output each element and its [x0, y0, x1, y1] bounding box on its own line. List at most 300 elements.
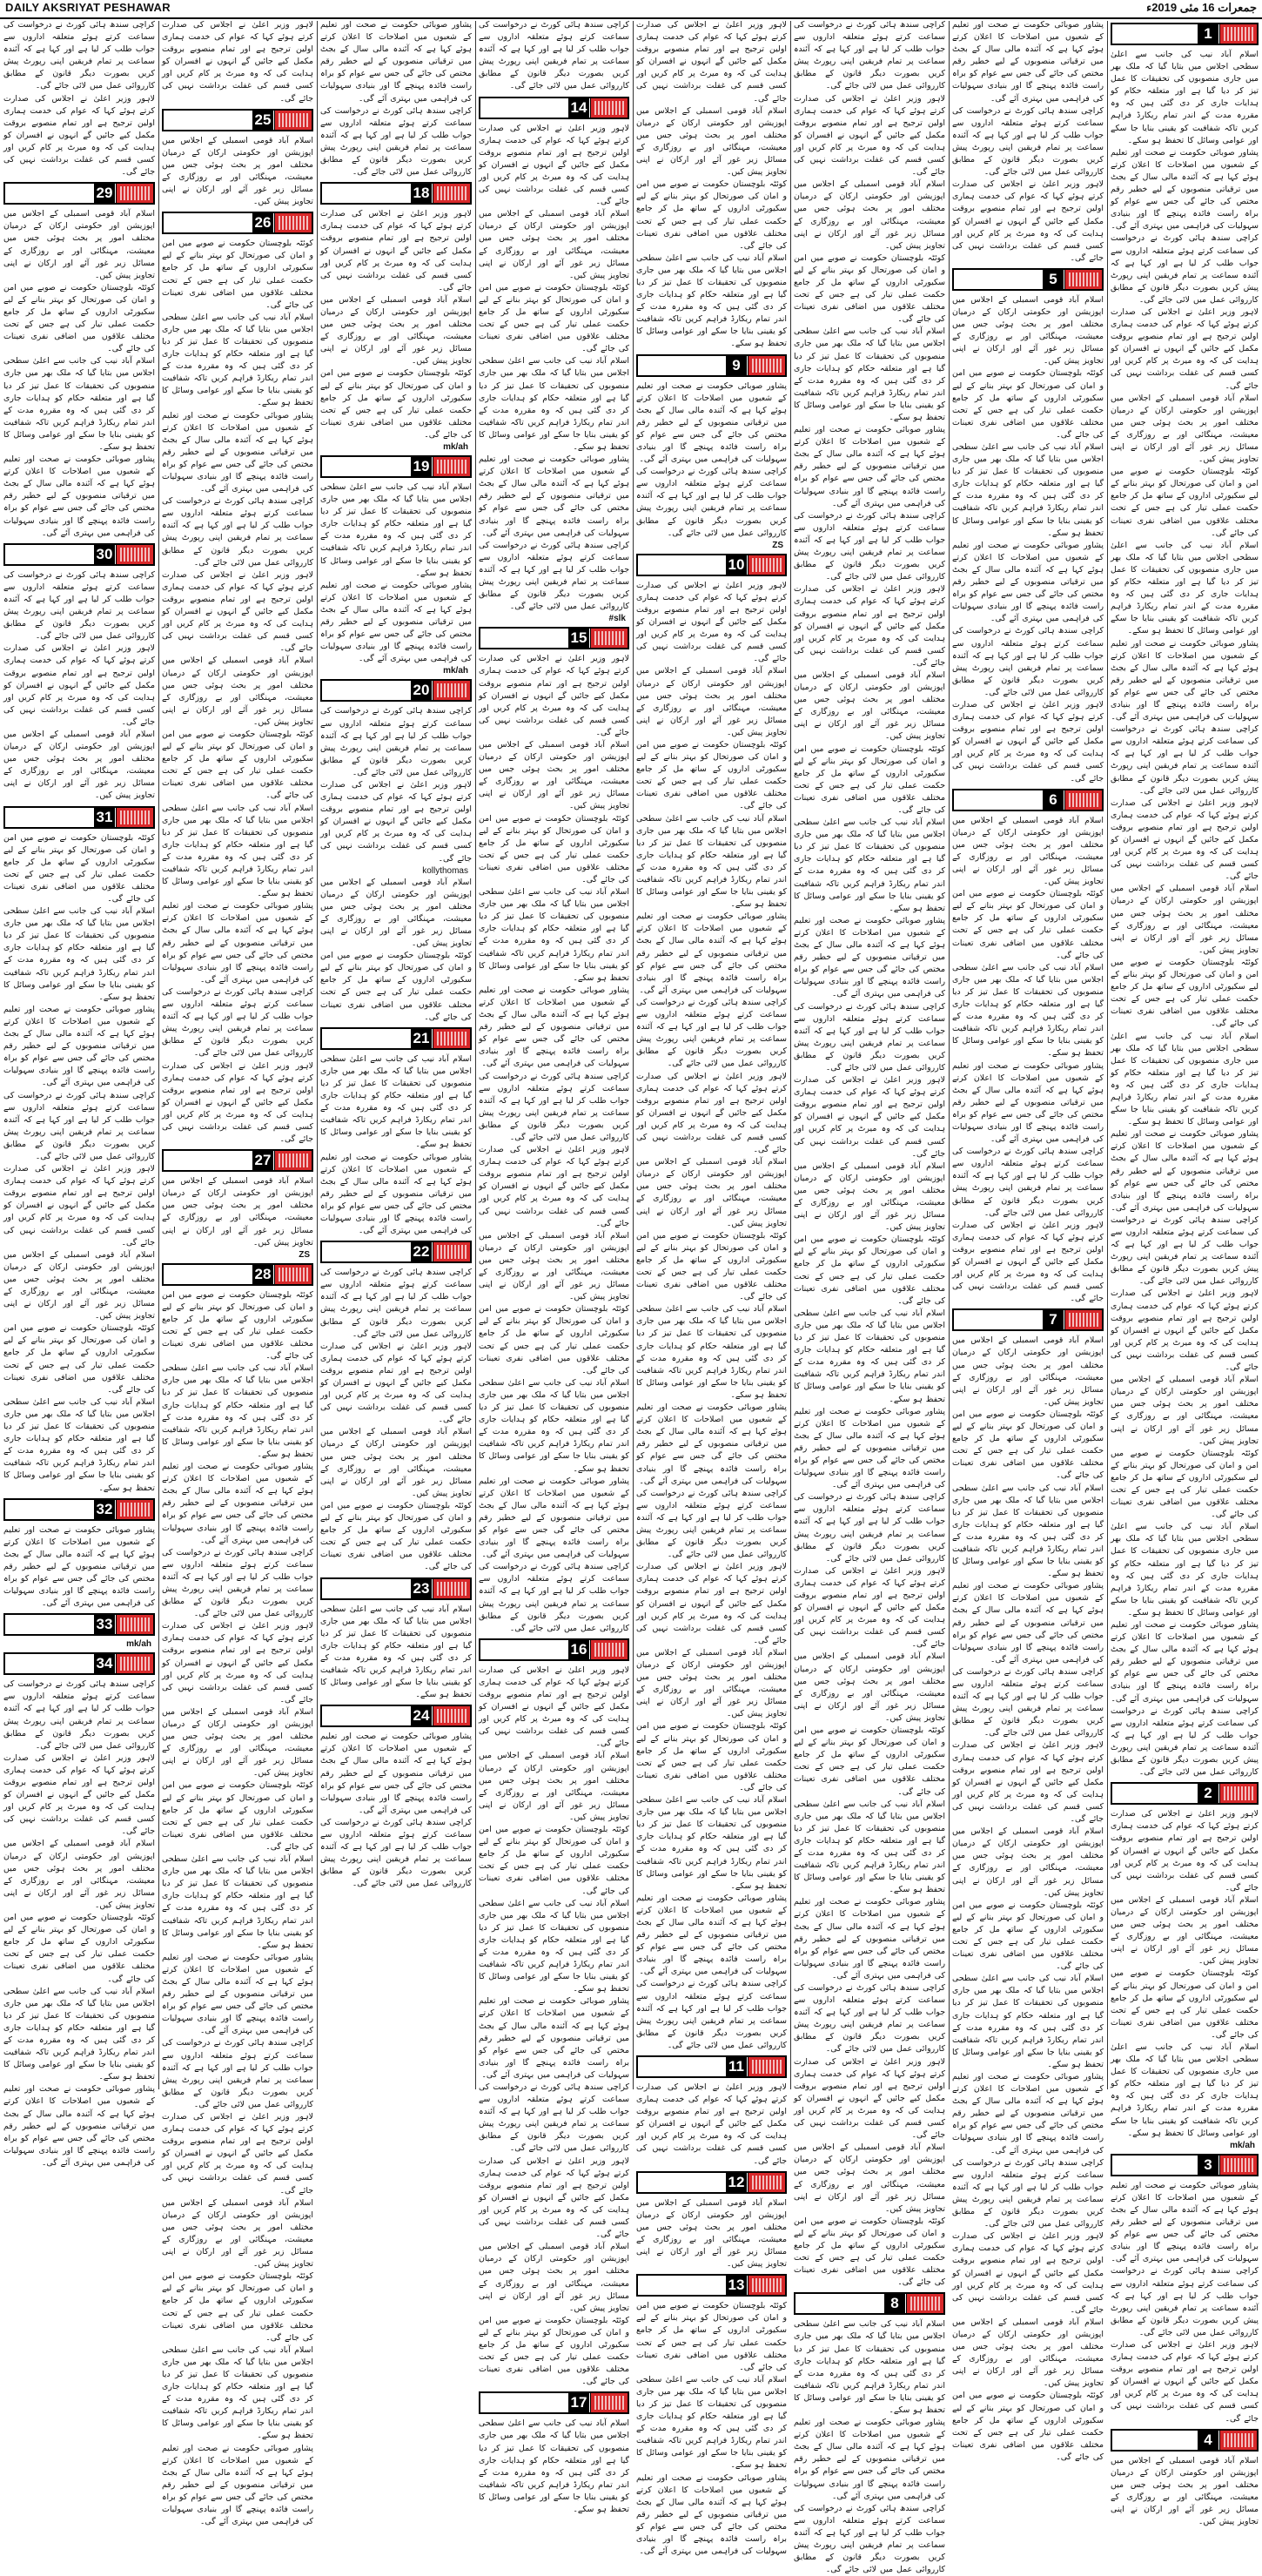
- news-text: اسلام آباد قومی اسمبلی کے اجلاس میں اپوزیشن اور حکومتی ارکان کے درمیان مختلف امور پر بحث ہوئی جس میں معیشت، مہنگائی اور بے روزگاری کے مسائل زیر غور آئے اور ارکان نے اپنی تجاویز پیش کیں۔: [3, 1839, 155, 1910]
- news-text: اسلام آباد نیب کی جانب سے اعلیٰ سطحی اجلاس میں بتایا گیا کہ ملک بھر میں جاری منصوبوں کی تحقیقات کا عمل تیز کر دیا گیا ہے اور متعلقہ حکام کو ہدایات جاری کر دی گئی ہیں کہ وہ مقررہ مدت کے اندر تمام ریکارڈ فراہم کریں تاکہ شفافیت کو یقینی بنایا جا سکے اور عوامی وسائل کا تحفظ ہو سکے۔: [1111, 1031, 1259, 1127]
- news-text: کراچی سندھ ہائی کورٹ نے درخواست کی سماعت کرتے ہوئے متعلقہ اداروں سے جواب طلب کر لیا ہے اور کہا ہے کہ آئندہ سماعت پر تمام فریقین اپنی رپورٹ پیش کریں بصورت دیگر قانون کے مطابق کارروائی عمل میں لائی جائے گی۔: [952, 1666, 1104, 1739]
- item-number: 24: [411, 1706, 432, 1725]
- column-rule: [949, 21, 950, 2089]
- item-number: 31: [94, 808, 115, 827]
- item-number: 25: [252, 111, 273, 130]
- news-text: پشاور صوبائی حکومت نے صحت اور تعلیم کے شعبوں میں اصلاحات کا اعلان کرتے ہوئے کہا ہے کہ آئندہ مالی سال کے بجٹ میں ترقیاتی منصوبوں کے لیے خطیر رقم مختص کی جائے گی جس سے عوام کو براہ راست فائدہ پہنچے گا اور بنیادی سہولیات کی فراہمی میں بہتری آئے گی۔: [1111, 147, 1259, 232]
- news-text: پشاور صوبائی حکومت نے صحت اور تعلیم کے شعبوں میں اصلاحات کا اعلان کرتے ہوئے کہا ہے کہ آئندہ مالی سال کے بجٹ میں ترقیاتی منصوبوں کے لیے خطیر رقم مختص کی جائے گی جس سے عوام کو براہ راست فائدہ پہنچے گا اور بنیادی سہولیات کی فراہمی میں بہتری آئے گی۔: [320, 1152, 472, 1236]
- label-tag: [274, 1151, 312, 1170]
- news-item-header: [162, 1149, 313, 1172]
- column-2: [952, 19, 1104, 2462]
- news-text: اسلام آباد نیب کی جانب سے اعلیٰ سطحی اجلاس میں بتایا گیا کہ ملک بھر میں جاری منصوبوں کی تحقیقات کا عمل تیز کر دیا گیا ہے اور متعلقہ حکام کو ہدایات جاری کر دی گئی ہیں کہ وہ مقررہ مدت کے اندر تمام ریکارڈ فراہم کریں تاکہ شفافیت کو یقینی بنایا جا سکے اور عوامی وسائل کا تحفظ ہو سکے۔: [320, 1604, 472, 1700]
- news-text: اسلام آباد نیب کی جانب سے اعلیٰ سطحی اجلاس میں بتایا گیا کہ ملک بھر میں جاری منصوبوں کی تحقیقات کا عمل تیز کر دیا گیا ہے اور متعلقہ حکام کو ہدایات جاری کر دی گئی ہیں کہ وہ مقررہ مدت کے اندر تمام ریکارڈ فراہم کریں تاکہ شفافیت کو یقینی بنایا جا سکے اور عوامی وسائل کا تحفظ ہو سکے۔: [479, 887, 629, 983]
- news-text: کوئٹہ بلوچستان حکومت نے صوبے میں امن و امان کی صورتحال کو بہتر بنانے کے لیے سکیورٹی اداروں کے ساتھ مل کر جامع حکمت عملی تیار کی ہے جس کے تحت مختلف علاقوں میں اضافی نفری تعینات کی جائے گی۔: [1111, 1968, 1259, 2040]
- news-text: کوئٹہ بلوچستان حکومت نے صوبے میں امن و امان کی صورتحال کو بہتر بنانے کے لیے سکیورٹی اداروں کے ساتھ مل کر جامع حکمت عملی تیار کی ہے جس کے تحت مختلف علاقوں میں اضافی نفری تعینات کی جائے گی۔: [794, 743, 945, 815]
- label-tag: [116, 1500, 153, 1519]
- label-tag: [116, 1654, 153, 1673]
- column-rule: [790, 21, 791, 2089]
- label-tag: [433, 681, 470, 700]
- news-text: کراچی سندھ ہائی کورٹ نے درخواست کی سماعت کرتے ہوئے متعلقہ اداروں سے جواب طلب کر لیا ہے اور کہا ہے کہ آئندہ سماعت پر تمام فریقین اپنی رپورٹ پیش کریں بصورت دیگر قانون کے مطابق کارروائی عمل میں لائی جائے گی۔: [1111, 233, 1259, 305]
- label-tag: [748, 2276, 785, 2295]
- item-number: 12: [726, 2173, 747, 2192]
- column-8: [3, 19, 155, 2168]
- column-1: [1111, 19, 1259, 2527]
- news-item-header: [3, 182, 155, 205]
- news-text: اسلام آباد قومی اسمبلی کے اجلاس میں اپوزیشن اور حکومتی ارکان کے درمیان مختلف امور پر بحث ہوئی جس میں معیشت، مہنگائی اور بے روزگاری کے مسائل زیر غور آئے اور ارکان نے اپنی تجاویز پیش کیں۔: [794, 2142, 945, 2214]
- news-text: لاہور وزیر اعلیٰ نے اجلاس کی صدارت کرتے ہوئے کہا کہ عوام کی خدمت ہماری اولین ترجیح ہے اور تمام منصوبے بروقت مکمل کیے جائیں گے انہوں نے افسران کو ہدایت کی کہ وہ میرٹ پر کام کریں اور کسی قسم کی غفلت برداشت نہیں کی جائے گی۔: [3, 1164, 155, 1248]
- news-item-header: [479, 2391, 629, 2414]
- news-text: لاہور وزیر اعلیٰ نے اجلاس کی صدارت کرتے ہوئے کہا کہ عوام کی خدمت ہماری اولین ترجیح ہے اور تمام منصوبے بروقت مکمل کیے جائیں گے انہوں نے افسران کو ہدایت کی کہ وہ میرٹ پر کام کریں اور کسی قسم کی غفلت برداشت نہیں کی جائے گی۔: [320, 779, 472, 864]
- issue-date: جمعرات 16 مئی 2019ء: [1146, 1, 1257, 14]
- news-text: اسلام آباد قومی اسمبلی کے اجلاس میں اپوزیشن اور حکومتی ارکان کے درمیان مختلف امور پر بحث ہوئی جس میں معیشت، مہنگائی اور بے روزگاری کے مسائل زیر غور آئے اور ارکان نے اپنی تجاویز پیش کیں۔: [952, 294, 1104, 367]
- news-text: کراچی سندھ ہائی کورٹ نے درخواست کی سماعت کرتے ہوئے متعلقہ اداروں سے جواب طلب کر لیا ہے اور کہا ہے کہ آئندہ سماعت پر تمام فریقین اپنی رپورٹ پیش کریں بصورت دیگر قانون کے مطابق کارروائی عمل میں لائی جائے گی۔: [794, 510, 945, 582]
- column-6: [320, 19, 472, 2091]
- news-text: کوئٹہ بلوچستان حکومت نے صوبے میں امن و امان کی صورتحال کو بہتر بنانے کے لیے سکیورٹی اداروں کے ساتھ مل کر جامع حکمت عملی تیار کی ہے جس کے تحت مختلف علاقوں میں اضافی نفری تعینات کی جائے گی۔: [479, 2315, 629, 2387]
- news-text: اسلام آباد قومی اسمبلی کے اجلاس میں اپوزیشن اور حکومتی ارکان کے درمیان مختلف امور پر بحث ہوئی جس میں معیشت، مہنگائی اور بے روزگاری کے مسائل زیر غور آئے اور ارکان نے اپنی تجاویز پیش کیں۔: [479, 739, 629, 811]
- news-text: اسلام آباد قومی اسمبلی کے اجلاس میں اپوزیشن اور حکومتی ارکان کے درمیان مختلف امور پر بحث ہوئی جس میں معیشت، مہنگائی اور بے روزگاری کے مسائل زیر غور آئے اور ارکان نے اپنی تجاویز پیش کیں۔: [162, 1176, 313, 1248]
- byline: ZS: [299, 1249, 310, 1260]
- news-text: کوئٹہ بلوچستان حکومت نے صوبے میں امن و امان کی صورتحال کو بہتر بنانے کے لیے سکیورٹی اداروں کے ساتھ مل کر جامع حکمت عملی تیار کی ہے جس کے تحت مختلف علاقوں میں اضافی نفری تعینات کی جائے گی۔: [479, 282, 629, 354]
- news-text: کراچی سندھ ہائی کورٹ نے درخواست کی سماعت کرتے ہوئے متعلقہ اداروں سے جواب طلب کر لیا ہے اور کہا ہے کہ آئندہ سماعت پر تمام فریقین اپنی رپورٹ پیش کریں بصورت دیگر قانون کے مطابق کارروائی عمل میں لائی جائے گی۔: [952, 626, 1104, 697]
- news-text: اسلام آباد قومی اسمبلی کے اجلاس میں اپوزیشن اور حکومتی ارکان کے درمیان مختلف امور پر بحث ہوئی جس میں معیشت، مہنگائی اور بے روزگاری کے مسائل زیر غور آئے اور ارکان نے اپنی تجاویز پیش کیں۔: [1111, 393, 1259, 465]
- news-text: لاہور وزیر اعلیٰ نے اجلاس کی صدارت کرتے ہوئے کہا کہ عوام کی خدمت ہماری اولین ترجیح ہے اور تمام منصوبے بروقت مکمل کیے جائیں گے انہوں نے افسران کو ہدایت کی کہ وہ میرٹ پر کام کریں اور کسی قسم کی غفلت برداشت نہیں کی جائے گی۔: [636, 1562, 787, 1645]
- news-text: لاہور وزیر اعلیٰ نے اجلاس کی صدارت کرتے ہوئے کہا کہ عوام کی خدمت ہماری اولین ترجیح ہے اور تمام منصوبے بروقت مکمل کیے جائیں گے انہوں نے افسران کو ہدایت کی کہ وہ میرٹ پر کام کریں اور کسی قسم کی غفلت برداشت نہیں کی جائے گی۔: [3, 643, 155, 727]
- website-text: kollythomas: [422, 865, 468, 876]
- label-tag: [1219, 2156, 1257, 2175]
- item-number: 33: [94, 1615, 115, 1634]
- news-text: اسلام آباد نیب کی جانب سے اعلیٰ سطحی اجلاس میں بتایا گیا کہ ملک بھر میں جاری منصوبوں کی تحقیقات کا عمل تیز کر دیا گیا ہے اور متعلقہ حکام کو ہدایات جاری کر دی گئی ہیں کہ وہ مقررہ مدت کے اندر تمام ریکارڈ فراہم کریں تاکہ شفافیت کو یقینی بنایا جا سکے اور عوامی وسائل کا تحفظ ہو سکے۔: [636, 2374, 787, 2471]
- news-text: پشاور صوبائی حکومت نے صحت اور تعلیم کے شعبوں میں اصلاحات کا اعلان کرتے ہوئے کہا ہے کہ آئندہ مالی سال کے بجٹ میں ترقیاتی منصوبوں کے لیے خطیر رقم مختص کی جائے گی جس سے عوام کو براہ راست فائدہ پہنچے گا اور بنیادی سہولیات کی فراہمی میں بہتری آئے گی۔: [636, 1893, 787, 1977]
- news-item-header: [320, 1241, 472, 1263]
- news-item-header: [636, 2171, 787, 2194]
- news-text: اسلام آباد قومی اسمبلی کے اجلاس میں اپوزیشن اور حکومتی ارکان کے درمیان مختلف امور پر بحث ہوئی جس میں معیشت، مہنگائی اور بے روزگاری کے مسائل زیر غور آئے اور ارکان نے اپنی تجاویز پیش کیں۔: [636, 1157, 787, 1228]
- news-text: اسلام آباد نیب کی جانب سے اعلیٰ سطحی اجلاس میں بتایا گیا کہ ملک بھر میں جاری منصوبوں کی تحقیقات کا عمل تیز کر دیا گیا ہے اور متعلقہ حکام کو ہدایات جاری کر دی گئی ہیں کہ وہ مقررہ مدت کے اندر تمام ریکارڈ فراہم کریں تاکہ شفافیت کو یقینی بنایا جا سکے اور عوامی وسائل کا تحفظ ہو سکے۔: [636, 1795, 787, 1891]
- news-text: اسلام آباد قومی اسمبلی کے اجلاس میں اپوزیشن اور حکومتی ارکان کے درمیان مختلف امور پر بحث ہوئی جس میں معیشت، مہنگائی اور بے روزگاری کے مسائل زیر غور آئے اور ارکان نے اپنی تجاویز پیش کیں۔: [320, 1427, 472, 1498]
- news-text: کراچی سندھ ہائی کورٹ نے درخواست کی سماعت کرتے ہوئے متعلقہ اداروں سے جواب طلب کر لیا ہے اور کہا ہے کہ آئندہ سماعت پر تمام فریقین اپنی رپورٹ پیش کریں بصورت دیگر قانون کے مطابق کارروائی عمل میں لائی جائے گی۔: [479, 540, 629, 612]
- news-text: اسلام آباد قومی اسمبلی کے اجلاس میں اپوزیشن اور حکومتی ارکان کے درمیان مختلف امور پر بحث ہوئی جس میں معیشت، مہنگائی اور بے روزگاری کے مسائل زیر غور آئے اور ارکان نے اپنی تجاویز پیش کیں۔: [479, 1751, 629, 1822]
- news-text: اسلام آباد نیب کی جانب سے اعلیٰ سطحی اجلاس میں بتایا گیا کہ ملک بھر میں جاری منصوبوں کی تحقیقات کا عمل تیز کر دیا گیا ہے اور متعلقہ حکام کو ہدایات جاری کر دی گئی ہیں کہ وہ مقررہ مدت کے اندر تمام ریکارڈ فراہم کریں تاکہ شفافیت کو یقینی بنایا جا سکے اور عوامی وسائل کا تحفظ ہو سکے۔: [162, 1363, 313, 1459]
- news-text: اسلام آباد قومی اسمبلی کے اجلاس میں اپوزیشن اور حکومتی ارکان کے درمیان مختلف امور پر بحث ہوئی جس میں معیشت، مہنگائی اور بے روزگاری کے مسائل زیر غور آئے اور ارکان نے اپنی تجاویز پیش کیں۔: [636, 105, 787, 178]
- news-item-header: [636, 2274, 787, 2297]
- news-text: کراچی سندھ ہائی کورٹ نے درخواست کی سماعت کرتے ہوئے متعلقہ اداروں سے جواب طلب کر لیا ہے اور کہا ہے کہ آئندہ سماعت پر تمام فریقین اپنی رپورٹ پیش کریں بصورت دیگر قانون کے مطابق کارروائی عمل میں لائی جائے گی۔: [3, 20, 155, 91]
- news-item-header: [636, 554, 787, 576]
- news-text: کوئٹہ بلوچستان حکومت نے صوبے میں امن و امان کی صورتحال کو بہتر بنانے کے لیے سکیورٹی اداروں کے ساتھ مل کر جامع حکمت عملی تیار کی ہے جس کے تحت مختلف علاقوں میں اضافی نفری تعینات کی جائے گی۔: [636, 1721, 787, 1792]
- news-text: کوئٹہ بلوچستان حکومت نے صوبے میں امن و امان کی صورتحال کو بہتر بنانے کے لیے سکیورٹی اداروں کے ساتھ مل کر جامع حکمت عملی تیار کی ہے جس کے تحت مختلف علاقوں میں اضافی نفری تعینات کی جائے گی۔: [952, 2391, 1104, 2462]
- news-item-header: [162, 109, 313, 131]
- news-text: اسلام آباد نیب کی جانب سے اعلیٰ سطحی اجلاس میں بتایا گیا کہ ملک بھر میں جاری منصوبوں کی تحقیقات کا عمل تیز کر دیا گیا ہے اور متعلقہ حکام کو ہدایات جاری کر دی گئی ہیں کہ وہ مقررہ مدت کے اندر تمام ریکارڈ فراہم کریں تاکہ شفافیت کو یقینی بنایا جا سکے اور عوامی وسائل کا تحفظ ہو سکے۔: [794, 2319, 945, 2415]
- news-item-header: [320, 679, 472, 702]
- news-text: کوئٹہ بلوچستان حکومت نے صوبے میں امن و امان کی صورتحال کو بہتر بنانے کے لیے سکیورٹی اداروں کے ساتھ مل کر جامع حکمت عملی تیار کی ہے جس کے تحت مختلف علاقوں میں اضافی نفری تعینات کی جائے گی۔: [636, 739, 787, 811]
- news-text: کراچی سندھ ہائی کورٹ نے درخواست کی سماعت کرتے ہوئے متعلقہ اداروں سے جواب طلب کر لیا ہے اور کہا ہے کہ آئندہ سماعت پر تمام فریقین اپنی رپورٹ پیش کریں بصورت دیگر قانون کے مطابق کارروائی عمل میں لائی جائے گی۔: [794, 1492, 945, 1564]
- item-number: 13: [726, 2276, 747, 2295]
- byline: mk/ah: [443, 442, 468, 452]
- news-text: پشاور صوبائی حکومت نے صحت اور تعلیم کے شعبوں میں اصلاحات کا اعلان کرتے ہوئے کہا ہے کہ آئندہ مالی سال کے بجٹ میں ترقیاتی منصوبوں کے لیے خطیر رقم مختص کی جائے گی جس سے عوام کو براہ راست فائدہ پہنچے گا اور بنیادی سہولیات کی فراہمی میں بہتری آئے گی۔: [794, 425, 945, 508]
- news-text: کوئٹہ بلوچستان حکومت نے صوبے میں امن و امان کی صورتحال کو بہتر بنانے کے لیے سکیورٹی اداروں کے ساتھ مل کر جامع حکمت عملی تیار کی ہے جس کے تحت مختلف علاقوں میں اضافی نفری تعینات کی جائے گی۔: [952, 889, 1104, 960]
- byline: ZS: [772, 540, 783, 550]
- news-text: اسلام آباد نیب کی جانب سے اعلیٰ سطحی اجلاس میں بتایا گیا کہ ملک بھر میں جاری منصوبوں کی تحقیقات کا عمل تیز کر دیا گیا ہے اور متعلقہ حکام کو ہدایات جاری کر دی گئی ہیں کہ وہ مقررہ مدت کے اندر تمام ریکارڈ فراہم کریں تاکہ شفافیت کو یقینی بنایا جا سکے اور عوامی وسائل کا تحفظ ہو سکے۔: [162, 312, 313, 408]
- label-tag: [906, 2294, 943, 2313]
- news-text: کوئٹہ بلوچستان حکومت نے صوبے میں امن و امان کی صورتحال کو بہتر بنانے کے لیے سکیورٹی اداروں کے ساتھ مل کر جامع حکمت عملی تیار کی ہے جس کے تحت مختلف علاقوں میں اضافی نفری تعینات کی جائے گی۔: [636, 1230, 787, 1302]
- item-number: 28: [252, 1265, 273, 1284]
- news-item-header: [320, 455, 472, 478]
- news-text: کوئٹہ بلوچستان حکومت نے صوبے میں امن و امان کی صورتحال کو بہتر بنانے کے لیے سکیورٹی اداروں کے ساتھ مل کر جامع حکمت عملی تیار کی ہے جس کے تحت مختلف علاقوں میں اضافی نفری تعینات کی جائے گی۔: [952, 368, 1104, 440]
- news-text: پشاور صوبائی حکومت نے صحت اور تعلیم کے شعبوں میں اصلاحات کا اعلان کرتے ہوئے کہا ہے کہ آئندہ مالی سال کے بجٹ میں ترقیاتی منصوبوں کے لیے خطیر رقم مختص کی جائے گی جس سے عوام کو براہ راست فائدہ پہنچے گا اور بنیادی سہولیات کی فراہمی میں بہتری آئے گی۔: [794, 915, 945, 999]
- news-text: اسلام آباد نیب کی جانب سے اعلیٰ سطحی اجلاس میں بتایا گیا کہ ملک بھر میں جاری منصوبوں کی تحقیقات کا عمل تیز کر دیا گیا ہے اور متعلقہ حکام کو ہدایات جاری کر دی گئی ہیں کہ وہ مقررہ مدت کے اندر تمام ریکارڈ فراہم کریں تاکہ شفافیت کو یقینی بنایا جا سکے اور عوامی وسائل کا تحفظ ہو سکے۔: [794, 817, 945, 913]
- news-text: لاہور وزیر اعلیٰ نے اجلاس کی صدارت کرتے ہوئے کہا کہ عوام کی خدمت ہماری اولین ترجیح ہے اور تمام منصوبے بروقت مکمل کیے جائیں گے انہوں نے افسران کو ہدایت کی کہ وہ میرٹ پر کام کریں اور کسی قسم کی غفلت برداشت نہیں کی جائے گی۔: [479, 1145, 629, 1228]
- item-number: 7: [1043, 1310, 1064, 1329]
- news-text: پشاور صوبائی حکومت نے صحت اور تعلیم کے شعبوں میں اصلاحات کا اعلان کرتے ہوئے کہا ہے کہ آئندہ مالی سال کے بجٹ میں ترقیاتی منصوبوں کے لیے خطیر رقم مختص کی جائے گی جس سے عوام کو براہ راست فائدہ پہنچے گا اور بنیادی سہولیات کی فراہمی میں بہتری آئے گی۔: [1111, 1129, 1259, 1213]
- news-text: کوئٹہ بلوچستان حکومت نے صوبے میں امن و امان کی صورتحال کو بہتر بنانے کے لیے سکیورٹی اداروں کے ساتھ مل کر جامع حکمت عملی تیار کی ہے جس کے تحت مختلف علاقوں میں اضافی نفری تعینات کی جائے گی۔: [479, 1825, 629, 1896]
- news-text: پشاور صوبائی حکومت نے صحت اور تعلیم کے شعبوں میں اصلاحات کا اعلان کرتے ہوئے کہا ہے کہ آئندہ مالی سال کے بجٹ میں ترقیاتی منصوبوں کے لیے خطیر رقم مختص کی جائے گی جس سے عوام کو براہ راست فائدہ پہنچے گا اور بنیادی سہولیات کی فراہمی میں بہتری آئے گی۔: [3, 1004, 155, 1088]
- item-number: 6: [1043, 790, 1064, 810]
- item-number: 8: [884, 2294, 905, 2313]
- label-tag: [274, 213, 312, 232]
- column-rule: [1107, 21, 1108, 2089]
- news-text: پشاور صوبائی حکومت نے صحت اور تعلیم کے شعبوں میں اصلاحات کا اعلان کرتے ہوئے کہا ہے کہ آئندہ مالی سال کے بجٹ میں ترقیاتی منصوبوں کے لیے خطیر رقم مختص کی جائے گی جس سے عوام کو براہ راست فائدہ پہنچے گا اور بنیادی سہولیات کی فراہمی میں بہتری آئے گی۔: [479, 1476, 629, 1560]
- label-tag: [433, 1706, 470, 1725]
- label-tag: [433, 184, 470, 203]
- news-text: اسلام آباد نیب کی جانب سے اعلیٰ سطحی اجلاس میں بتایا گیا کہ ملک بھر میں جاری منصوبوں کی تحقیقات کا عمل تیز کر دیا گیا ہے اور متعلقہ حکام کو ہدایات جاری کر دی گئی ہیں کہ وہ مقررہ مدت کے اندر تمام ریکارڈ فراہم کریں تاکہ شفافیت کو یقینی بنایا جا سکے اور عوامی وسائل کا تحفظ ہو سکے۔: [3, 356, 155, 452]
- news-text: کراچی سندھ ہائی کورٹ نے درخواست کی سماعت کرتے ہوئے متعلقہ اداروں سے جواب طلب کر لیا ہے اور کہا ہے کہ آئندہ سماعت پر تمام فریقین اپنی رپورٹ پیش کریں بصورت دیگر قانون کے مطابق کارروائی عمل میں لائی جائے گی۔: [794, 2503, 945, 2575]
- news-text: کوئٹہ بلوچستان حکومت نے صوبے میں امن و امان کی صورتحال کو بہتر بنانے کے لیے سکیورٹی اداروں کے ساتھ مل کر جامع حکمت عملی تیار کی ہے جس کے تحت مختلف علاقوں میں اضافی نفری تعینات کی جائے گی۔: [794, 1234, 945, 1306]
- news-text: اسلام آباد نیب کی جانب سے اعلیٰ سطحی اجلاس میں بتایا گیا کہ ملک بھر میں جاری منصوبوں کی تحقیقات کا عمل تیز کر دیا گیا ہے اور متعلقہ حکام کو ہدایات جاری کر دی گئی ہیں کہ وہ مقررہ مدت کے اندر تمام ریکارڈ فراہم کریں تاکہ شفافیت کو یقینی بنایا جا سکے اور عوامی وسائل کا تحفظ ہو سکے۔: [162, 803, 313, 899]
- news-item-header: [3, 1652, 155, 1675]
- news-text: کوئٹہ بلوچستان حکومت نے صوبے میں امن و امان کی صورتحال کو بہتر بنانے کے لیے سکیورٹی اداروں کے ساتھ مل کر جامع حکمت عملی تیار کی ہے جس کے تحت مختلف علاقوں میں اضافی نفری تعینات کی جائے گی۔: [162, 1289, 313, 1362]
- item-number: 14: [568, 98, 589, 118]
- item-number: 23: [411, 1579, 432, 1598]
- column-rule: [158, 21, 159, 2089]
- news-text: کراچی سندھ ہائی کورٹ نے درخواست کی سماعت کرتے ہوئے متعلقہ اداروں سے جواب طلب کر لیا ہے اور کہا ہے کہ آئندہ سماعت پر تمام فریقین اپنی رپورٹ پیش کریں بصورت دیگر قانون کے مطابق کارروائی عمل میں لائی جائے گی۔: [636, 1979, 787, 2050]
- news-item-header: [952, 789, 1104, 811]
- news-text: پشاور صوبائی حکومت نے صحت اور تعلیم کے شعبوں میں اصلاحات کا اعلان کرتے ہوئے کہا ہے کہ آئندہ مالی سال کے بجٹ میں ترقیاتی منصوبوں کے لیے خطیر رقم مختص کی جائے گی جس سے عوام کو براہ راست فائدہ پہنچے گا اور بنیادی سہولیات کی فراہمی میں بہتری آئے گی۔: [162, 2443, 313, 2527]
- news-text: کراچی سندھ ہائی کورٹ نے درخواست کی سماعت کرتے ہوئے متعلقہ اداروں سے جواب طلب کر لیا ہے اور کہا ہے کہ آئندہ سماعت پر تمام فریقین اپنی رپورٹ پیش کریں بصورت دیگر قانون کے مطابق کارروائی عمل میں لائی جائے گی۔: [636, 1488, 787, 1560]
- news-text: اسلام آباد قومی اسمبلی کے اجلاس میں اپوزیشن اور حکومتی ارکان کے درمیان مختلف امور پر بحث ہوئی جس میں معیشت، مہنگائی اور بے روزگاری کے مسائل زیر غور آئے اور ارکان نے اپنی تجاویز پیش کیں۔: [3, 209, 155, 280]
- news-text: پشاور صوبائی حکومت نے صحت اور تعلیم کے شعبوں میں اصلاحات کا اعلان کرتے ہوئے کہا ہے کہ آئندہ مالی سال کے بجٹ میں ترقیاتی منصوبوں کے لیے خطیر رقم مختص کی جائے گی جس سے عوام کو براہ راست فائدہ پہنچے گا اور بنیادی سہولیات کی فراہمی میں بہتری آئے گی۔: [952, 2072, 1104, 2156]
- news-text: کوئٹہ بلوچستان حکومت نے صوبے میں امن و امان کی صورتحال کو بہتر بنانے کے لیے سکیورٹی اداروں کے ساتھ مل کر جامع حکمت عملی تیار کی ہے جس کے تحت مختلف علاقوں میں اضافی نفری تعینات کی جائے گی۔: [320, 368, 472, 440]
- news-text: کوئٹہ بلوچستان حکومت نے صوبے میں امن و امان کی صورتحال کو بہتر بنانے کے لیے سکیورٹی اداروں کے ساتھ مل کر جامع حکمت عملی تیار کی ہے جس کے تحت مختلف علاقوں میں اضافی نفری تعینات کی جائے گی۔: [636, 2301, 787, 2372]
- label-tag: [590, 1640, 628, 1659]
- news-text: اسلام آباد قومی اسمبلی کے اجلاس میں اپوزیشن اور حکومتی ارکان کے درمیان مختلف امور پر بحث ہوئی جس میں معیشت، مہنگائی اور بے روزگاری کے مسائل زیر غور آئے اور ارکان نے اپنی تجاویز پیش کیں۔: [162, 656, 313, 727]
- news-text: کراچی سندھ ہائی کورٹ نے درخواست کی سماعت کرتے ہوئے متعلقہ اداروں سے جواب طلب کر لیا ہے اور کہا ہے کہ آئندہ سماعت پر تمام فریقین اپنی رپورٹ پیش کریں بصورت دیگر قانون کے مطابق کارروائی عمل میں لائی جائے گی۔: [636, 467, 787, 538]
- news-text: کراچی سندھ ہائی کورٹ نے درخواست کی سماعت کرتے ہوئے متعلقہ اداروں سے جواب طلب کر لیا ہے اور کہا ہے کہ آئندہ سماعت پر تمام فریقین اپنی رپورٹ پیش کریں بصورت دیگر قانون کے مطابق کارروائی عمل میں لائی جائے گی۔: [479, 1071, 629, 1142]
- news-text: اسلام آباد قومی اسمبلی کے اجلاس میں اپوزیشن اور حکومتی ارکان کے درمیان مختلف امور پر بحث ہوئی جس میں معیشت، مہنگائی اور بے روزگاری کے مسائل زیر غور آئے اور ارکان نے اپنی تجاویز پیش کیں۔: [952, 1335, 1104, 1407]
- news-text: لاہور وزیر اعلیٰ نے اجلاس کی صدارت کرتے ہوئے کہا کہ عوام کی خدمت ہماری اولین ترجیح ہے اور تمام منصوبے بروقت مکمل کیے جائیں گے انہوں نے افسران کو ہدایت کی کہ وہ میرٹ پر کام کریں اور کسی قسم کی غفلت برداشت نہیں کی جائے گی۔: [162, 569, 313, 654]
- news-text: پشاور صوبائی حکومت نے صحت اور تعلیم کے شعبوں میں اصلاحات کا اعلان کرتے ہوئے کہا ہے کہ آئندہ مالی سال کے بجٹ میں ترقیاتی منصوبوں کے لیے خطیر رقم مختص کی جائے گی جس سے عوام کو براہ راست فائدہ پہنچے گا اور بنیادی سہولیات کی فراہمی میں بہتری آئے گی۔: [3, 454, 155, 538]
- label-tag: [116, 808, 153, 827]
- news-text: کراچی سندھ ہائی کورٹ نے درخواست کی سماعت کرتے ہوئے متعلقہ اداروں سے جواب طلب کر لیا ہے اور کہا ہے کہ آئندہ سماعت پر تمام فریقین اپنی رپورٹ پیش کریں بصورت دیگر قانون کے مطابق کارروائی عمل میں لائی جائے گی۔: [3, 1679, 155, 1751]
- news-text: پشاور صوبائی حکومت نے صحت اور تعلیم کے شعبوں میں اصلاحات کا اعلان کرتے ہوئے کہا ہے کہ آئندہ مالی سال کے بجٹ میں ترقیاتی منصوبوں کے لیے خطیر رقم مختص کی جائے گی جس سے عوام کو براہ راست فائدہ پہنچے گا اور بنیادی سہولیات کی فراہمی میں بہتری آئے گی۔: [636, 380, 787, 465]
- news-text: پشاور صوبائی حکومت نے صحت اور تعلیم کے شعبوں میں اصلاحات کا اعلان کرتے ہوئے کہا ہے کہ آئندہ مالی سال کے بجٹ میں ترقیاتی منصوبوں کے لیے خطیر رقم مختص کی جائے گی جس سے عوام کو براہ راست فائدہ پہنچے گا اور بنیادی سہولیات کی فراہمی میں بہتری آئے گی۔: [794, 1897, 945, 1981]
- news-text: اسلام آباد قومی اسمبلی کے اجلاس میں اپوزیشن اور حکومتی ارکان کے درمیان مختلف امور پر بحث ہوئی جس میں معیشت، مہنگائی اور بے روزگاری کے مسائل زیر غور آئے اور ارکان نے اپنی تجاویز پیش کیں۔: [1111, 1375, 1259, 1446]
- news-text: کوئٹہ بلوچستان حکومت نے صوبے میں امن و امان کی صورتحال کو بہتر بنانے کے لیے سکیورٹی اداروں کے ساتھ مل کر جامع حکمت عملی تیار کی ہے جس کے تحت مختلف علاقوں میں اضافی نفری تعینات کی جائے گی۔: [1111, 467, 1259, 538]
- news-text: کوئٹہ بلوچستان حکومت نے صوبے میں امن و امان کی صورتحال کو بہتر بنانے کے لیے سکیورٹی اداروں کے ساتھ مل کر جامع حکمت عملی تیار کی ہے جس کے تحت مختلف علاقوں میں اضافی نفری تعینات کی جائے گی۔: [162, 2271, 313, 2343]
- news-item-header: [636, 354, 787, 377]
- label-tag: [748, 2173, 785, 2192]
- news-text: کوئٹہ بلوچستان حکومت نے صوبے میں امن و امان کی صورتحال کو بہتر بنانے کے لیے سکیورٹی اداروں کے ساتھ مل کر جامع حکمت عملی تیار کی ہے جس کے تحت مختلف علاقوں میں اضافی نفری تعینات کی جائے گی۔: [3, 1913, 155, 1984]
- news-text: کراچی سندھ ہائی کورٹ نے درخواست کی سماعت کرتے ہوئے متعلقہ اداروں سے جواب طلب کر لیا ہے اور کہا ہے کہ آئندہ سماعت پر تمام فریقین اپنی رپورٹ پیش کریں بصورت دیگر قانون کے مطابق کارروائی عمل میں لائی جائے گی۔: [952, 1147, 1104, 1218]
- news-item-header: [320, 1577, 472, 1600]
- news-text: پشاور صوبائی حکومت نے صحت اور تعلیم کے شعبوں میں اصلاحات کا اعلان کرتے ہوئے کہا ہے کہ آئندہ مالی سال کے بجٹ میں ترقیاتی منصوبوں کے لیے خطیر رقم مختص کی جائے گی جس سے عوام کو براہ راست فائدہ پہنچے گا اور بنیادی سہولیات کی فراہمی میں بہتری آئے گی۔: [3, 1524, 155, 1609]
- news-text: لاہور وزیر اعلیٰ نے اجلاس کی صدارت کرتے ہوئے کہا کہ عوام کی خدمت ہماری اولین ترجیح ہے اور تمام منصوبے بروقت مکمل کیے جائیں گے انہوں نے افسران کو ہدایت کی کہ وہ میرٹ پر کام کریں اور کسی قسم کی غفلت برداشت نہیں کی جائے گی۔: [952, 1220, 1104, 1304]
- news-text: پشاور صوبائی حکومت نے صحت اور تعلیم کے شعبوں میں اصلاحات کا اعلان کرتے ہوئے کہا ہے کہ آئندہ مالی سال کے بجٹ میں ترقیاتی منصوبوں کے لیے خطیر رقم مختص کی جائے گی جس سے عوام کو براہ راست فائدہ پہنچے گا اور بنیادی سہولیات کی فراہمی میں بہتری آئے گی۔: [3, 2084, 155, 2168]
- news-text: اسلام آباد قومی اسمبلی کے اجلاس میں اپوزیشن اور حکومتی ارکان کے درمیان مختلف امور پر بحث ہوئی جس میں معیشت، مہنگائی اور بے روزگاری کے مسائل زیر غور آئے اور ارکان نے اپنی تجاویز پیش کیں۔: [479, 2242, 629, 2313]
- news-text: لاہور وزیر اعلیٰ نے اجلاس کی صدارت کرتے ہوئے کہا کہ عوام کی خدمت ہماری اولین ترجیح ہے اور تمام منصوبے بروقت مکمل کیے جائیں گے انہوں نے افسران کو ہدایت کی کہ وہ میرٹ پر کام کریں اور کسی قسم کی غفلت برداشت نہیں کی جائے گی۔: [636, 20, 787, 104]
- news-text: اسلام آباد قومی اسمبلی کے اجلاس میں اپوزیشن اور حکومتی ارکان کے درمیان مختلف امور پر بحث ہوئی جس میں معیشت، مہنگائی اور بے روزگاری کے مسائل زیر غور آئے اور ارکان نے اپنی تجاویز پیش کیں۔: [1111, 1894, 1259, 1967]
- news-text: لاہور وزیر اعلیٰ نے اجلاس کی صدارت کرتے ہوئے کہا کہ عوام کی خدمت ہماری اولین ترجیح ہے اور تمام منصوبے بروقت مکمل کیے جائیں گے انہوں نے افسران کو ہدایت کی کہ وہ میرٹ پر کام کریں اور کسی قسم کی غفلت برداشت نہیں کی جائے گی۔: [479, 2156, 629, 2240]
- news-text: اسلام آباد نیب کی جانب سے اعلیٰ سطحی اجلاس میں بتایا گیا کہ ملک بھر میں جاری منصوبوں کی تحقیقات کا عمل تیز کر دیا گیا ہے اور متعلقہ حکام کو ہدایات جاری کر دی گئی ہیں کہ وہ مقررہ مدت کے اندر تمام ریکارڈ فراہم کریں تاکہ شفافیت کو یقینی بنایا جا سکے اور عوامی وسائل کا تحفظ ہو سکے۔: [1111, 540, 1259, 636]
- item-number: 29: [94, 184, 115, 203]
- news-text: پشاور صوبائی حکومت نے صحت اور تعلیم کے شعبوں میں اصلاحات کا اعلان کرتے ہوئے کہا ہے کہ آئندہ مالی سال کے بجٹ میں ترقیاتی منصوبوں کے لیے خطیر رقم مختص کی جائے گی جس سے عوام کو براہ راست فائدہ پہنچے گا اور بنیادی سہولیات کی فراہمی میں بہتری آئے گی۔: [479, 1996, 629, 2080]
- news-text: لاہور وزیر اعلیٰ نے اجلاس کی صدارت کرتے ہوئے کہا کہ عوام کی خدمت ہماری اولین ترجیح ہے اور تمام منصوبے بروقت مکمل کیے جائیں گے انہوں نے افسران کو ہدایت کی کہ وہ میرٹ پر کام کریں اور کسی قسم کی غفلت برداشت نہیں کی جائے گی۔: [320, 1341, 472, 1425]
- news-text: کوئٹہ بلوچستان حکومت نے صوبے میں امن و امان کی صورتحال کو بہتر بنانے کے لیے سکیورٹی اداروں کے ساتھ مل کر جامع حکمت عملی تیار کی ہے جس کے تحت مختلف علاقوں میں اضافی نفری تعینات کی جائے گی۔: [320, 951, 472, 1022]
- news-text: کراچی سندھ ہائی کورٹ نے درخواست کی سماعت کرتے ہوئے متعلقہ اداروں سے جواب طلب کر لیا ہے اور کہا ہے کہ آئندہ سماعت پر تمام فریقین اپنی رپورٹ پیش کریں بصورت دیگر قانون کے مطابق کارروائی عمل میں لائی جائے گی۔: [162, 496, 313, 568]
- news-text: پشاور صوبائی حکومت نے صحت اور تعلیم کے شعبوں میں اصلاحات کا اعلان کرتے ہوئے کہا ہے کہ آئندہ مالی سال کے بجٹ میں ترقیاتی منصوبوں کے لیے خطیر رقم مختص کی جائے گی جس سے عوام کو براہ راست فائدہ پہنچے گا اور بنیادی سہولیات کی فراہمی میں بہتری آئے گی۔: [320, 20, 472, 104]
- news-text: اسلام آباد قومی اسمبلی کے اجلاس میں اپوزیشن اور حکومتی ارکان کے درمیان مختلف امور پر بحث ہوئی جس میں معیشت، مہنگائی اور بے روزگاری کے مسائل زیر غور آئے اور ارکان نے اپنی تجاویز پیش کیں۔: [162, 2197, 313, 2270]
- byline: #slk: [608, 614, 626, 624]
- news-item-header: [162, 1263, 313, 1286]
- news-text: اسلام آباد نیب کی جانب سے اعلیٰ سطحی اجلاس میں بتایا گیا کہ ملک بھر میں جاری منصوبوں کی تحقیقات کا عمل تیز کر دیا گیا ہے اور متعلقہ حکام کو ہدایات جاری کر دی گئی ہیں کہ وہ مقررہ مدت کے اندر تمام ریکارڈ فراہم کریں تاکہ شفافیت کو یقینی بنایا جا سکے اور عوامی وسائل کا تحفظ ہو سکے۔: [952, 1483, 1104, 1579]
- item-number: 22: [411, 1242, 432, 1261]
- label-tag: [590, 629, 628, 648]
- item-number: 34: [94, 1654, 115, 1673]
- news-text: اسلام آباد قومی اسمبلی کے اجلاس میں اپوزیشن اور حکومتی ارکان کے درمیان مختلف امور پر بحث ہوئی جس میں معیشت، مہنگائی اور بے روزگاری کے مسائل زیر غور آئے اور ارکان نے اپنی تجاویز پیش کیں۔: [1111, 884, 1259, 955]
- news-text: کوئٹہ بلوچستان حکومت نے صوبے میں امن و امان کی صورتحال کو بہتر بنانے کے لیے سکیورٹی اداروں کے ساتھ مل کر جامع حکمت عملی تیار کی ہے جس کے تحت مختلف علاقوں میں اضافی نفری تعینات کی جائے گی۔: [636, 179, 787, 251]
- news-text: کوئٹہ بلوچستان حکومت نے صوبے میں امن و امان کی صورتحال کو بہتر بنانے کے لیے سکیورٹی اداروں کے ساتھ مل کر جامع حکمت عملی تیار کی ہے جس کے تحت مختلف علاقوں میں اضافی نفری تعینات کی جائے گی۔: [952, 1409, 1104, 1481]
- news-text: کراچی سندھ ہائی کورٹ نے درخواست کی سماعت کرتے ہوئے متعلقہ اداروں سے جواب طلب کر لیا ہے اور کہا ہے کہ آئندہ سماعت پر تمام فریقین اپنی رپورٹ پیش کریں بصورت دیگر قانون کے مطابق کارروائی عمل میں لائی جائے گی۔: [479, 2082, 629, 2154]
- news-text: لاہور وزیر اعلیٰ نے اجلاس کی صدارت کرتے ہوئے کہا کہ عوام کی خدمت ہماری اولین ترجیح ہے اور تمام منصوبے بروقت مکمل کیے جائیں گے انہوں نے افسران کو ہدایت کی کہ وہ میرٹ پر کام کریں اور کسی قسم کی غفلت برداشت نہیں کی جائے گی۔: [1111, 797, 1259, 882]
- column-rule: [633, 21, 634, 2089]
- news-item-header: [320, 1027, 472, 1050]
- news-text: اسلام آباد نیب کی جانب سے اعلیٰ سطحی اجلاس میں بتایا گیا کہ ملک بھر میں جاری منصوبوں کی تحقیقات کا عمل تیز کر دیا گیا ہے اور متعلقہ حکام کو ہدایات جاری کر دی گئی ہیں کہ وہ مقررہ مدت کے اندر تمام ریکارڈ فراہم کریں تاکہ شفافیت کو یقینی بنایا جا سکے اور عوامی وسائل کا تحفظ ہو سکے۔: [3, 1986, 155, 2082]
- news-item-header: [320, 1705, 472, 1727]
- news-item-header: [3, 806, 155, 829]
- news-text: کوئٹہ بلوچستان حکومت نے صوبے میں امن و امان کی صورتحال کو بہتر بنانے کے لیے سکیورٹی اداروں کے ساتھ مل کر جامع حکمت عملی تیار کی ہے جس کے تحت مختلف علاقوں میں اضافی نفری تعینات کی جائے گی۔: [320, 1500, 472, 1572]
- news-text: اسلام آباد قومی اسمبلی کے اجلاس میں اپوزیشن اور حکومتی ارکان کے درمیان مختلف امور پر بحث ہوئی جس میں معیشت، مہنگائی اور بے روزگاری کے مسائل زیر غور آئے اور ارکان نے اپنی تجاویز پیش کیں۔: [162, 1706, 313, 1779]
- news-text: لاہور وزیر اعلیٰ نے اجلاس کی صدارت کرتے ہوئے کہا کہ عوام کی خدمت ہماری اولین ترجیح ہے اور تمام منصوبے بروقت مکمل کیے جائیں گے انہوں نے افسران کو ہدایت کی کہ وہ میرٹ پر کام کریں اور کسی قسم کی غفلت برداشت نہیں کی جائے گی۔: [162, 20, 313, 104]
- news-text: پشاور صوبائی حکومت نے صحت اور تعلیم کے شعبوں میں اصلاحات کا اعلان کرتے ہوئے کہا ہے کہ آئندہ مالی سال کے بجٹ میں ترقیاتی منصوبوں کے لیے خطیر رقم مختص کی جائے گی جس سے عوام کو براہ راست فائدہ پہنچے گا اور بنیادی سہولیات کی فراہمی میں بہتری آئے گی۔: [636, 911, 787, 995]
- news-text: لاہور وزیر اعلیٰ نے اجلاس کی صدارت کرتے ہوئے کہا کہ عوام کی خدمت ہماری اولین ترجیح ہے اور تمام منصوبے بروقت مکمل کیے جائیں گے انہوں نے افسران کو ہدایت کی کہ وہ میرٹ پر کام کریں اور کسی قسم کی غفلت برداشت نہیں کی جائے گی۔: [479, 123, 629, 207]
- news-text: کراچی سندھ ہائی کورٹ نے درخواست کی سماعت کرتے ہوئے متعلقہ اداروں سے جواب طلب کر لیا ہے اور کہا ہے کہ آئندہ سماعت پر تمام فریقین اپنی رپورٹ پیش کریں بصورت دیگر قانون کے مطابق کارروائی عمل میں لائی جائے گی۔: [162, 2038, 313, 2109]
- news-text: کراچی سندھ ہائی کورٹ نے درخواست کی سماعت کرتے ہوئے متعلقہ اداروں سے جواب طلب کر لیا ہے اور کہا ہے کہ آئندہ سماعت پر تمام فریقین اپنی رپورٹ پیش کریں بصورت دیگر قانون کے مطابق کارروائی عمل میں لائی جائے گی۔: [320, 105, 472, 178]
- news-text: کراچی سندھ ہائی کورٹ نے درخواست کی سماعت کرتے ہوئے متعلقہ اداروں سے جواب طلب کر لیا ہے اور کہا ہے کہ آئندہ سماعت پر تمام فریقین اپنی رپورٹ پیش کریں بصورت دیگر قانون کے مطابق کارروائی عمل میں لائی جائے گی۔: [320, 1817, 472, 1889]
- news-text: لاہور وزیر اعلیٰ نے اجلاس کی صدارت کرتے ہوئے کہا کہ عوام کی خدمت ہماری اولین ترجیح ہے اور تمام منصوبے بروقت مکمل کیے جائیں گے انہوں نے افسران کو ہدایت کی کہ وہ میرٹ پر کام کریں اور کسی قسم کی غفلت برداشت نہیں کی جائے گی۔: [636, 580, 787, 664]
- label-tag: [1064, 1310, 1102, 1329]
- news-text: لاہور وزیر اعلیٰ نے اجلاس کی صدارت کرتے ہوئے کہا کہ عوام کی خدمت ہماری اولین ترجیح ہے اور تمام منصوبے بروقت مکمل کیے جائیں گے انہوں نے افسران کو ہدایت کی کہ وہ میرٹ پر کام کریں اور کسی قسم کی غفلت برداشت نہیں کی جائے گی۔: [952, 179, 1104, 263]
- item-number: 5: [1043, 270, 1064, 289]
- label-tag: [116, 1615, 153, 1634]
- news-text: کوئٹہ بلوچستان حکومت نے صوبے میں امن و امان کی صورتحال کو بہتر بنانے کے لیے سکیورٹی اداروں کے ساتھ مل کر جامع حکمت عملی تیار کی ہے جس کے تحت مختلف علاقوں میں اضافی نفری تعینات کی جائے گی۔: [162, 1780, 313, 1852]
- news-text: پشاور صوبائی حکومت نے صحت اور تعلیم کے شعبوں میں اصلاحات کا اعلان کرتے ہوئے کہا ہے کہ آئندہ مالی سال کے بجٹ میں ترقیاتی منصوبوں کے لیے خطیر رقم مختص کی جائے گی جس سے عوام کو براہ راست فائدہ پہنچے گا اور بنیادی سہولیات کی فراہمی میں بہتری آئے گی۔: [636, 1402, 787, 1486]
- label-tag: [1064, 790, 1102, 810]
- item-number: 26: [252, 213, 273, 232]
- news-text: اسلام آباد نیب کی جانب سے اعلیٰ سطحی اجلاس میں بتایا گیا کہ ملک بھر میں جاری منصوبوں کی تحقیقات کا عمل تیز کر دیا گیا ہے اور متعلقہ حکام کو ہدایات جاری کر دی گئی ہیں کہ وہ مقررہ مدت کے اندر تمام ریکارڈ فراہم کریں تاکہ شفافیت کو یقینی بنایا جا سکے اور عوامی وسائل کا تحفظ ہو سکے۔: [1111, 2042, 1259, 2138]
- news-item-header: [3, 543, 155, 566]
- label-tag: [433, 457, 470, 476]
- news-text: اسلام آباد نیب کی جانب سے اعلیٰ سطحی اجلاس میں بتایا گیا کہ ملک بھر میں جاری منصوبوں کی تحقیقات کا عمل تیز کر دیا گیا ہے اور متعلقہ حکام کو ہدایات جاری کر دی گئی ہیں کہ وہ مقررہ مدت کے اندر تمام ریکارڈ فراہم کریں تاکہ شفافیت کو یقینی بنایا جا سکے اور عوامی وسائل کا تحفظ ہو سکے۔: [794, 1308, 945, 1404]
- news-item-header: [320, 182, 472, 205]
- news-item-header: [952, 268, 1104, 291]
- news-text: لاہور وزیر اعلیٰ نے اجلاس کی صدارت کرتے ہوئے کہا کہ عوام کی خدمت ہماری اولین ترجیح ہے اور تمام منصوبے بروقت مکمل کیے جائیں گے انہوں نے افسران کو ہدایت کی کہ وہ میرٹ پر کام کریں اور کسی قسم کی غفلت برداشت نہیں کی جائے گی۔: [1111, 306, 1259, 391]
- label-tag: [274, 1265, 312, 1284]
- news-text: اسلام آباد قومی اسمبلی کے اجلاس میں اپوزیشن اور حکومتی ارکان کے درمیان مختلف امور پر بحث ہوئی جس میں معیشت، مہنگائی اور بے روزگاری کے مسائل زیر غور آئے اور ارکان نے اپنی تجاویز پیش کیں۔: [794, 669, 945, 742]
- label-tag: [116, 184, 153, 203]
- news-text: پشاور صوبائی حکومت نے صحت اور تعلیم کے شعبوں میں اصلاحات کا اعلان کرتے ہوئے کہا ہے کہ آئندہ مالی سال کے بجٹ میں ترقیاتی منصوبوں کے لیے خطیر رقم مختص کی جائے گی جس سے عوام کو براہ راست فائدہ پہنچے گا اور بنیادی سہولیات کی فراہمی میں بہتری آئے گی۔: [479, 985, 629, 1069]
- news-text: کوئٹہ بلوچستان حکومت نے صوبے میں امن و امان کی صورتحال کو بہتر بنانے کے لیے سکیورٹی اداروں کے ساتھ مل کر جامع حکمت عملی تیار کی ہے جس کے تحت مختلف علاقوں میں اضافی نفری تعینات کی جائے گی۔: [794, 252, 945, 325]
- news-text: اسلام آباد نیب کی جانب سے اعلیٰ سطحی اجلاس میں بتایا گیا کہ ملک بھر میں جاری منصوبوں کی تحقیقات کا عمل تیز کر دیا گیا ہے اور متعلقہ حکام کو ہدایات جاری کر دی گئی ہیں کہ وہ مقررہ مدت کے اندر تمام ریکارڈ فراہم کریں تاکہ شفافیت کو یقینی بنایا جا سکے اور عوامی وسائل کا تحفظ ہو سکے۔: [952, 962, 1104, 1059]
- news-text: اسلام آباد قومی اسمبلی کے اجلاس میں اپوزیشن اور حکومتی ارکان کے درمیان مختلف امور پر بحث ہوئی جس میں معیشت، مہنگائی اور بے روزگاری کے مسائل زیر غور آئے اور ارکان نے اپنی تجاویز پیش کیں۔: [952, 815, 1104, 887]
- news-text: لاہور وزیر اعلیٰ نے اجلاس کی صدارت کرتے ہوئے کہا کہ عوام کی خدمت ہماری اولین ترجیح ہے اور تمام منصوبے بروقت مکمل کیے جائیں گے انہوں نے افسران کو ہدایت کی کہ وہ میرٹ پر کام کریں اور کسی قسم کی غفلت برداشت نہیں کی جائے گی۔: [1111, 2339, 1259, 2424]
- news-text: پشاور صوبائی حکومت نے صحت اور تعلیم کے شعبوں میں اصلاحات کا اعلان کرتے ہوئے کہا ہے کہ آئندہ مالی سال کے بجٹ میں ترقیاتی منصوبوں کے لیے خطیر رقم مختص کی جائے گی جس سے عوام کو براہ راست فائدہ پہنچے گا اور بنیادی سہولیات کی فراہمی میں بہتری آئے گی۔: [952, 20, 1104, 104]
- item-number: 30: [94, 545, 115, 564]
- news-text: پشاور صوبائی حکومت نے صحت اور تعلیم کے شعبوں میں اصلاحات کا اعلان کرتے ہوئے کہا ہے کہ آئندہ مالی سال کے بجٹ میں ترقیاتی منصوبوں کے لیے خطیر رقم مختص کی جائے گی جس سے عوام کو براہ راست فائدہ پہنچے گا اور بنیادی سہولیات کی فراہمی میں بہتری آئے گی۔: [320, 1732, 472, 1815]
- news-text: اسلام آباد قومی اسمبلی کے اجلاس میں اپوزیشن اور حکومتی ارکان کے درمیان مختلف امور پر بحث ہوئی جس میں معیشت، مہنگائی اور بے روزگاری کے مسائل زیر غور آئے اور ارکان نے اپنی تجاویز پیش کیں۔: [162, 135, 313, 207]
- news-text: پشاور صوبائی حکومت نے صحت اور تعلیم کے شعبوں میں اصلاحات کا اعلان کرتے ہوئے کہا ہے کہ آئندہ مالی سال کے بجٹ میں ترقیاتی منصوبوں کے لیے خطیر رقم مختص کی جائے گی جس سے عوام کو براہ راست فائدہ پہنچے گا اور بنیادی سہولیات کی فراہمی میں بہتری آئے گی۔: [636, 2472, 787, 2557]
- item-number: 3: [1198, 2156, 1218, 2175]
- news-text: کراچی سندھ ہائی کورٹ نے درخواست کی سماعت کرتے ہوئے متعلقہ اداروں سے جواب طلب کر لیا ہے اور کہا ہے کہ آئندہ سماعت پر تمام فریقین اپنی رپورٹ پیش کریں بصورت دیگر قانون کے مطابق کارروائی عمل میں لائی جائے گی۔: [3, 569, 155, 642]
- news-text: اسلام آباد قومی اسمبلی کے اجلاس میں اپوزیشن اور حکومتی ارکان کے درمیان مختلف امور پر بحث ہوئی جس میں معیشت، مہنگائی اور بے روزگاری کے مسائل زیر غور آئے اور ارکان نے اپنی تجاویز پیش کیں۔: [320, 294, 472, 367]
- news-text: کوئٹہ بلوچستان حکومت نے صوبے میں امن و امان کی صورتحال کو بہتر بنانے کے لیے سکیورٹی اداروں کے ساتھ مل کر جامع حکمت عملی تیار کی ہے جس کے تحت مختلف علاقوں میں اضافی نفری تعینات کی جائے گی۔: [162, 239, 313, 310]
- news-text: پشاور صوبائی حکومت نے صحت اور تعلیم کے شعبوں میں اصلاحات کا اعلان کرتے ہوئے کہا ہے کہ آئندہ مالی سال کے بجٹ میں ترقیاتی منصوبوں کے لیے خطیر رقم مختص کی جائے گی جس سے عوام کو براہ راست فائدہ پہنچے گا اور بنیادی سہولیات کی فراہمی میں بہتری آئے گی۔: [162, 901, 313, 985]
- news-text: لاہور وزیر اعلیٰ نے اجلاس کی صدارت کرتے ہوئے کہا کہ عوام کی خدمت ہماری اولین ترجیح ہے اور تمام منصوبے بروقت مکمل کیے جائیں گے انہوں نے افسران کو ہدایت کی کہ وہ میرٹ پر کام کریں اور کسی قسم کی غفلت برداشت نہیں کی جائے گی۔: [952, 1740, 1104, 1825]
- news-text: لاہور وزیر اعلیٰ نے اجلاس کی صدارت کرتے ہوئے کہا کہ عوام کی خدمت ہماری اولین ترجیح ہے اور تمام منصوبے بروقت مکمل کیے جائیں گے انہوں نے افسران کو ہدایت کی کہ وہ میرٹ پر کام کریں اور کسی قسم کی غفلت برداشت نہیں کی جائے گی۔: [636, 1071, 787, 1155]
- column-4: [636, 19, 787, 2557]
- news-text: اسلام آباد قومی اسمبلی کے اجلاس میں اپوزیشن اور حکومتی ارکان کے درمیان مختلف امور پر بحث ہوئی جس میں معیشت، مہنگائی اور بے روزگاری کے مسائل زیر غور آئے اور ارکان نے اپنی تجاویز پیش کیں۔: [794, 179, 945, 251]
- news-text: اسلام آباد قومی اسمبلی کے اجلاس میں اپوزیشن اور حکومتی ارکان کے درمیان مختلف امور پر بحث ہوئی جس میں معیشت، مہنگائی اور بے روزگاری کے مسائل زیر غور آئے اور ارکان نے اپنی تجاویز پیش کیں۔: [479, 209, 629, 280]
- news-text: اسلام آباد نیب کی جانب سے اعلیٰ سطحی اجلاس میں بتایا گیا کہ ملک بھر میں جاری منصوبوں کی تحقیقات کا عمل تیز کر دیا گیا ہے اور متعلقہ حکام کو ہدایات جاری کر دی گئی ہیں کہ وہ مقررہ مدت کے اندر تمام ریکارڈ فراہم کریں تاکہ شفافیت کو یقینی بنایا جا سکے اور عوامی وسائل کا تحفظ ہو سکے۔: [320, 482, 472, 578]
- news-text: اسلام آباد نیب کی جانب سے اعلیٰ سطحی اجلاس میں بتایا گیا کہ ملک بھر میں جاری منصوبوں کی تحقیقات کا عمل تیز کر دیا گیا ہے اور متعلقہ حکام کو ہدایات جاری کر دی گئی ہیں کہ وہ مقررہ مدت کے اندر تمام ریکارڈ فراہم کریں تاکہ شفافیت کو یقینی بنایا جا سکے اور عوامی وسائل کا تحفظ ہو سکے۔: [162, 1854, 313, 1950]
- news-text: اسلام آباد نیب کی جانب سے اعلیٰ سطحی اجلاس میں بتایا گیا کہ ملک بھر میں جاری منصوبوں کی تحقیقات کا عمل تیز کر دیا گیا ہے اور متعلقہ حکام کو ہدایات جاری کر دی گئی ہیں کہ وہ مقررہ مدت کے اندر تمام ریکارڈ فراہم کریں تاکہ شفافیت کو یقینی بنایا جا سکے اور عوامی وسائل کا تحفظ ہو سکے۔: [479, 2418, 629, 2514]
- news-text: اسلام آباد قومی اسمبلی کے اجلاس میں اپوزیشن اور حکومتی ارکان کے درمیان مختلف امور پر بحث ہوئی جس میں معیشت، مہنگائی اور بے روزگاری کے مسائل زیر غور آئے اور ارکان نے اپنی تجاویز پیش کیں۔: [3, 1249, 155, 1322]
- news-text: اسلام آباد نیب کی جانب سے اعلیٰ سطحی اجلاس میں بتایا گیا کہ ملک بھر میں جاری منصوبوں کی تحقیقات کا عمل تیز کر دیا گیا ہے اور متعلقہ حکام کو ہدایات جاری کر دی گئی ہیں کہ وہ مقررہ مدت کے اندر تمام ریکارڈ فراہم کریں تاکہ شفافیت کو یقینی بنایا جا سکے اور عوامی وسائل کا تحفظ ہو سکے۔: [952, 1974, 1104, 2069]
- item-number: 1: [1198, 24, 1218, 44]
- news-text: کوئٹہ بلوچستان حکومت نے صوبے میں امن و امان کی صورتحال کو بہتر بنانے کے لیے سکیورٹی اداروں کے ساتھ مل کر جامع حکمت عملی تیار کی ہے جس کے تحت مختلف علاقوں میں اضافی نفری تعینات کی جائے گی۔: [3, 1323, 155, 1395]
- label-tag: [1064, 270, 1102, 289]
- item-number: 18: [411, 184, 432, 203]
- news-text: اسلام آباد قومی اسمبلی کے اجلاس میں اپوزیشن اور حکومتی ارکان کے درمیان مختلف امور پر بحث ہوئی جس میں معیشت، مہنگائی اور بے روزگاری کے مسائل زیر غور آئے اور ارکان نے اپنی تجاویز پیش کیں۔: [794, 1160, 945, 1233]
- news-item-header: [1111, 2429, 1259, 2452]
- news-item-header: [1111, 1782, 1259, 1805]
- label-tag: [274, 111, 312, 130]
- news-text: پشاور صوبائی حکومت نے صحت اور تعلیم کے شعبوں میں اصلاحات کا اعلان کرتے ہوئے کہا ہے کہ آئندہ مالی سال کے بجٹ میں ترقیاتی منصوبوں کے لیے خطیر رقم مختص کی جائے گی جس سے عوام کو براہ راست فائدہ پہنچے گا اور بنیادی سہولیات کی فراہمی میں بہتری آئے گی۔: [162, 1462, 313, 1545]
- news-text: کراچی سندھ ہائی کورٹ نے درخواست کی سماعت کرتے ہوئے متعلقہ اداروں سے جواب طلب کر لیا ہے اور کہا ہے کہ آئندہ سماعت پر تمام فریقین اپنی رپورٹ پیش کریں بصورت دیگر قانون کے مطابق کارروائی عمل میں لائی جائے گی۔: [794, 1983, 945, 2055]
- news-text: کراچی سندھ ہائی کورٹ نے درخواست کی سماعت کرتے ہوئے متعلقہ اداروں سے جواب طلب کر لیا ہے اور کہا ہے کہ آئندہ سماعت پر تمام فریقین اپنی رپورٹ پیش کریں بصورت دیگر قانون کے مطابق کارروائی عمل میں لائی جائے گی۔: [479, 1562, 629, 1633]
- news-item-header: [1111, 2154, 1259, 2176]
- column-rule: [317, 21, 318, 2089]
- news-text: اسلام آباد نیب کی جانب سے اعلیٰ سطحی اجلاس میں بتایا گیا کہ ملک بھر میں جاری منصوبوں کی تحقیقات کا عمل تیز کر دیا گیا ہے اور متعلقہ حکام کو ہدایات جاری کر دی گئی ہیں کہ وہ مقررہ مدت کے اندر تمام ریکارڈ فراہم کریں تاکہ شفافیت کو یقینی بنایا جا سکے اور عوامی وسائل کا تحفظ ہو سکے۔: [794, 1799, 945, 1895]
- news-text: لاہور وزیر اعلیٰ نے اجلاس کی صدارت کرتے ہوئے کہا کہ عوام کی خدمت ہماری اولین ترجیح ہے اور تمام منصوبے بروقت مکمل کیے جائیں گے انہوں نے افسران کو ہدایت کی کہ وہ میرٹ پر کام کریں اور کسی قسم کی غفلت برداشت نہیں کی جائے گی۔: [479, 1665, 629, 1749]
- news-item-header: [952, 1308, 1104, 1331]
- item-number: 10: [726, 555, 747, 575]
- item-number: 4: [1198, 2431, 1218, 2450]
- label-tag: [748, 555, 785, 575]
- news-text: اسلام آباد قومی اسمبلی کے اجلاس میں اپوزیشن اور حکومتی ارکان کے درمیان مختلف امور پر بحث ہوئی جس میں معیشت، مہنگائی اور بے روزگاری کے مسائل زیر غور آئے اور ارکان نے اپنی تجاویز پیش کیں۔: [1111, 2455, 1259, 2527]
- news-text: اسلام آباد قومی اسمبلی کے اجلاس میں اپوزیشن اور حکومتی ارکان کے درمیان مختلف امور پر بحث ہوئی جس میں معیشت، مہنگائی اور بے روزگاری کے مسائل زیر غور آئے اور ارکان نے اپنی تجاویز پیش کیں۔: [636, 1647, 787, 1719]
- news-text: لاہور وزیر اعلیٰ نے اجلاس کی صدارت کرتے ہوئے کہا کہ عوام کی خدمت ہماری اولین ترجیح ہے اور تمام منصوبے بروقت مکمل کیے جائیں گے انہوں نے افسران کو ہدایت کی کہ وہ میرٹ پر کام کریں اور کسی قسم کی غفلت برداشت نہیں کی جائے گی۔: [794, 1075, 945, 1159]
- news-text: اسلام آباد نیب کی جانب سے اعلیٰ سطحی اجلاس میں بتایا گیا کہ ملک بھر میں جاری منصوبوں کی تحقیقات کا عمل تیز کر دیا گیا ہے اور متعلقہ حکام کو ہدایات جاری کر دی گئی ہیں کہ وہ مقررہ مدت کے اندر تمام ریکارڈ فراہم کریں تاکہ شفافیت کو یقینی بنایا جا سکے اور عوامی وسائل کا تحفظ ہو سکے۔: [479, 1377, 629, 1474]
- news-text: اسلام آباد قومی اسمبلی کے اجلاس میں اپوزیشن اور حکومتی ارکان کے درمیان مختلف امور پر بحث ہوئی جس میں معیشت، مہنگائی اور بے روزگاری کے مسائل زیر غور آئے اور ارکان نے اپنی تجاویز پیش کیں۔: [952, 2317, 1104, 2389]
- news-text: اسلام آباد نیب کی جانب سے اعلیٰ سطحی اجلاس میں بتایا گیا کہ ملک بھر میں جاری منصوبوں کی تحقیقات کا عمل تیز کر دیا گیا ہے اور متعلقہ حکام کو ہدایات جاری کر دی گئی ہیں کہ وہ مقررہ مدت کے اندر تمام ریکارڈ فراہم کریں تاکہ شفافیت کو یقینی بنایا جا سکے اور عوامی وسائل کا تحفظ ہو سکے۔: [794, 326, 945, 422]
- news-text: لاہور وزیر اعلیٰ نے اجلاس کی صدارت کرتے ہوئے کہا کہ عوام کی خدمت ہماری اولین ترجیح ہے اور تمام منصوبے بروقت مکمل کیے جائیں گے انہوں نے افسران کو ہدایت کی کہ وہ میرٹ پر کام کریں اور کسی قسم کی غفلت برداشت نہیں کی جائے گی۔: [1111, 1288, 1259, 1373]
- item-number: 17: [568, 2393, 589, 2412]
- news-item-header: [162, 212, 313, 234]
- news-text: کراچی سندھ ہائی کورٹ نے درخواست کی سماعت کرتے ہوئے متعلقہ اداروں سے جواب طلب کر لیا ہے اور کہا ہے کہ آئندہ سماعت پر تمام فریقین اپنی رپورٹ پیش کریں بصورت دیگر قانون کے مطابق کارروائی عمل میں لائی جائے گی۔: [162, 1547, 313, 1619]
- news-text: کراچی سندھ ہائی کورٹ نے درخواست کی سماعت کرتے ہوئے متعلقہ اداروں سے جواب طلب کر لیا ہے اور کہا ہے کہ آئندہ سماعت پر تمام فریقین اپنی رپورٹ پیش کریں بصورت دیگر قانون کے مطابق کارروائی عمل میں لائی جائے گی۔: [3, 1090, 155, 1161]
- news-text: پشاور صوبائی حکومت نے صحت اور تعلیم کے شعبوں میں اصلاحات کا اعلان کرتے ہوئے کہا ہے کہ آئندہ مالی سال کے بجٹ میں ترقیاتی منصوبوں کے لیے خطیر رقم مختص کی جائے گی جس سے عوام کو براہ راست فائدہ پہنچے گا اور بنیادی سہولیات کی فراہمی میں بہتری آئے گی۔: [162, 1952, 313, 2036]
- news-text: کراچی سندھ ہائی کورٹ نے درخواست کی سماعت کرتے ہوئے متعلقہ اداروں سے جواب طلب کر لیا ہے اور کہا ہے کہ آئندہ سماعت پر تمام فریقین اپنی رپورٹ پیش کریں بصورت دیگر قانون کے مطابق کارروائی عمل میں لائی جائے گی۔: [952, 105, 1104, 178]
- news-text: لاہور وزیر اعلیٰ نے اجلاس کی صدارت کرتے ہوئے کہا کہ عوام کی خدمت ہماری اولین ترجیح ہے اور تمام منصوبے بروقت مکمل کیے جائیں گے انہوں نے افسران کو ہدایت کی کہ وہ میرٹ پر کام کریں اور کسی قسم کی غفلت برداشت نہیں کی جائے گی۔: [162, 1060, 313, 1145]
- label-tag: [433, 1242, 470, 1261]
- news-text: اسلام آباد قومی اسمبلی کے اجلاس میں اپوزیشن اور حکومتی ارکان کے درمیان مختلف امور پر بحث ہوئی جس میں معیشت، مہنگائی اور بے روزگاری کے مسائل زیر غور آئے اور ارکان نے اپنی تجاویز پیش کیں۔: [479, 1230, 629, 1302]
- item-number: 15: [568, 629, 589, 648]
- news-item-header: [636, 2055, 787, 2078]
- column-rule: [475, 21, 476, 2089]
- news-text: کوئٹہ بلوچستان حکومت نے صوبے میں امن و امان کی صورتحال کو بہتر بنانے کے لیے سکیورٹی اداروں کے ساتھ مل کر جامع حکمت عملی تیار کی ہے جس کے تحت مختلف علاقوں میں اضافی نفری تعینات کی جائے گی۔: [952, 1900, 1104, 1972]
- news-text: اسلام آباد قومی اسمبلی کے اجلاس میں اپوزیشن اور حکومتی ارکان کے درمیان مختلف امور پر بحث ہوئی جس میں معیشت، مہنگائی اور بے روزگاری کے مسائل زیر غور آئے اور ارکان نے اپنی تجاویز پیش کیں۔: [636, 666, 787, 737]
- news-text: پشاور صوبائی حکومت نے صحت اور تعلیم کے شعبوں میں اصلاحات کا اعلان کرتے ہوئے کہا ہے کہ آئندہ مالی سال کے بجٹ میں ترقیاتی منصوبوں کے لیے خطیر رقم مختص کی جائے گی جس سے عوام کو براہ راست فائدہ پہنچے گا اور بنیادی سہولیات کی فراہمی میں بہتری آئے گی۔: [952, 540, 1104, 624]
- item-number: 20: [411, 681, 432, 700]
- news-text: کراچی سندھ ہائی کورٹ نے درخواست کی سماعت کرتے ہوئے متعلقہ اداروں سے جواب طلب کر لیا ہے اور کہا ہے کہ آئندہ سماعت پر تمام فریقین اپنی رپورٹ پیش کریں بصورت دیگر قانون کے مطابق کارروائی عمل میں لائی جائے گی۔: [1111, 2266, 1259, 2337]
- label-tag: [1219, 2431, 1257, 2450]
- news-text: اسلام آباد قومی اسمبلی کے اجلاس میں اپوزیشن اور حکومتی ارکان کے درمیان مختلف امور پر بحث ہوئی جس میں معیشت، مہنگائی اور بے روزگاری کے مسائل زیر غور آئے اور ارکان نے اپنی تجاویز پیش کیں۔: [952, 1826, 1104, 1898]
- news-text: پشاور صوبائی حکومت نے صحت اور تعلیم کے شعبوں میں اصلاحات کا اعلان کرتے ہوئے کہا ہے کہ آئندہ مالی سال کے بجٹ میں ترقیاتی منصوبوں کے لیے خطیر رقم مختص کی جائے گی جس سے عوام کو براہ راست فائدہ پہنچے گا اور بنیادی سہولیات کی فراہمی میں بہتری آئے گی۔: [1111, 2180, 1259, 2264]
- column-5: [479, 19, 629, 2514]
- news-text: پشاور صوبائی حکومت نے صحت اور تعلیم کے شعبوں میں اصلاحات کا اعلان کرتے ہوئے کہا ہے کہ آئندہ مالی سال کے بجٹ میں ترقیاتی منصوبوں کے لیے خطیر رقم مختص کی جائے گی جس سے عوام کو براہ راست فائدہ پہنچے گا اور بنیادی سہولیات کی فراہمی میں بہتری آئے گی۔: [479, 454, 629, 538]
- news-text: کوئٹہ بلوچستان حکومت نے صوبے میں امن و امان کی صورتحال کو بہتر بنانے کے لیے سکیورٹی اداروں کے ساتھ مل کر جامع حکمت عملی تیار کی ہے جس کے تحت مختلف علاقوں میں اضافی نفری تعینات کی جائے گی۔: [1111, 1448, 1259, 1520]
- news-text: کوئٹہ بلوچستان حکومت نے صوبے میں امن و امان کی صورتحال کو بہتر بنانے کے لیے سکیورٹی اداروں کے ساتھ مل کر جامع حکمت عملی تیار کی ہے جس کے تحت مختلف علاقوں میں اضافی نفری تعینات کی جائے گی۔: [162, 729, 313, 801]
- news-text: اسلام آباد نیب کی جانب سے اعلیٰ سطحی اجلاس میں بتایا گیا کہ ملک بھر میں جاری منصوبوں کی تحقیقات کا عمل تیز کر دیا گیا ہے اور متعلقہ حکام کو ہدایات جاری کر دی گئی ہیں کہ وہ مقررہ مدت کے اندر تمام ریکارڈ فراہم کریں تاکہ شفافیت کو یقینی بنایا جا سکے اور عوامی وسائل کا تحفظ ہو سکے۔: [1111, 50, 1259, 145]
- label-tag: [748, 356, 785, 375]
- news-text: کوئٹہ بلوچستان حکومت نے صوبے میں امن و امان کی صورتحال کو بہتر بنانے کے لیے سکیورٹی اداروں کے ساتھ مل کر جامع حکمت عملی تیار کی ہے جس کے تحت مختلف علاقوں میں اضافی نفری تعینات کی جائے گی۔: [794, 2216, 945, 2288]
- news-text: کراچی سندھ ہائی کورٹ نے درخواست کی سماعت کرتے ہوئے متعلقہ اداروں سے جواب طلب کر لیا ہے اور کہا ہے کہ آئندہ سماعت پر تمام فریقین اپنی رپورٹ پیش کریں بصورت دیگر قانون کے مطابق کارروائی عمل میں لائی جائے گی۔: [320, 1268, 472, 1339]
- news-text: کراچی سندھ ہائی کورٹ نے درخواست کی سماعت کرتے ہوئے متعلقہ اداروں سے جواب طلب کر لیا ہے اور کہا ہے کہ آئندہ سماعت پر تمام فریقین اپنی رپورٹ پیش کریں بصورت دیگر قانون کے مطابق کارروائی عمل میں لائی جائے گی۔: [162, 986, 313, 1059]
- news-text: اسلام آباد نیب کی جانب سے اعلیٰ سطحی اجلاس میں بتایا گیا کہ ملک بھر میں جاری منصوبوں کی تحقیقات کا عمل تیز کر دیا گیا ہے اور متعلقہ حکام کو ہدایات جاری کر دی گئی ہیں کہ وہ مقررہ مدت کے اندر تمام ریکارڈ فراہم کریں تاکہ شفافیت کو یقینی بنایا جا سکے اور عوامی وسائل کا تحفظ ہو سکے۔: [3, 1396, 155, 1493]
- news-text: اسلام آباد نیب کی جانب سے اعلیٰ سطحی اجلاس میں بتایا گیا کہ ملک بھر میں جاری منصوبوں کی تحقیقات کا عمل تیز کر دیا گیا ہے اور متعلقہ حکام کو ہدایات جاری کر دی گئی ہیں کہ وہ مقررہ مدت کے اندر تمام ریکارڈ فراہم کریں تاکہ شفافیت کو یقینی بنایا جا سکے اور عوامی وسائل کا تحفظ ہو سکے۔: [479, 356, 629, 452]
- news-text: لاہور وزیر اعلیٰ نے اجلاس کی صدارت کرتے ہوئے کہا کہ عوام کی خدمت ہماری اولین ترجیح ہے اور تمام منصوبے بروقت مکمل کیے جائیں گے انہوں نے افسران کو ہدایت کی کہ وہ میرٹ پر کام کریں اور کسی قسم کی غفلت برداشت نہیں کی جائے گی۔: [3, 1752, 155, 1837]
- label-tag: [433, 1029, 470, 1048]
- news-text: اسلام آباد قومی اسمبلی کے اجلاس میں اپوزیشن اور حکومتی ارکان کے درمیان مختلف امور پر بحث ہوئی جس میں معیشت، مہنگائی اور بے روزگاری کے مسائل زیر غور آئے اور ارکان نے اپنی تجاویز پیش کیں۔: [794, 1651, 945, 1723]
- paper-name: DAILY AKSRIYAT PESHAWAR: [5, 1, 171, 14]
- label-tag: [116, 545, 153, 564]
- news-item-header: [1111, 23, 1259, 45]
- news-item-header: [794, 2292, 945, 2315]
- byline: mk/ah: [126, 1639, 151, 1650]
- news-text: کراچی سندھ ہائی کورٹ نے درخواست کی سماعت کرتے ہوئے متعلقہ اداروں سے جواب طلب کر لیا ہے اور کہا ہے کہ آئندہ سماعت پر تمام فریقین اپنی رپورٹ پیش کریں بصورت دیگر قانون کے مطابق کارروائی عمل میں لائی جائے گی۔: [1111, 724, 1259, 796]
- news-text: کراچی سندھ ہائی کورٹ نے درخواست کی سماعت کرتے ہوئے متعلقہ اداروں سے جواب طلب کر لیا ہے اور کہا ہے کہ آئندہ سماعت پر تمام فریقین اپنی رپورٹ پیش کریں بصورت دیگر قانون کے مطابق کارروائی عمل میں لائی جائے گی۔: [794, 1001, 945, 1073]
- news-text: لاہور وزیر اعلیٰ نے اجلاس کی صدارت کرتے ہوئے کہا کہ عوام کی خدمت ہماری اولین ترجیح ہے اور تمام منصوبے بروقت مکمل کیے جائیں گے انہوں نے افسران کو ہدایت کی کہ وہ میرٹ پر کام کریں اور کسی قسم کی غفلت برداشت نہیں کی جائے گی۔: [794, 2056, 945, 2141]
- item-number: 19: [411, 457, 432, 476]
- news-text: اسلام آباد قومی اسمبلی کے اجلاس میں اپوزیشن اور حکومتی ارکان کے درمیان مختلف امور پر بحث ہوئی جس میں معیشت، مہنگائی اور بے روزگاری کے مسائل زیر غور آئے اور ارکان نے اپنی تجاویز پیش کیں۔: [636, 2197, 787, 2270]
- label-tag: [590, 98, 628, 118]
- label-tag: [1219, 1784, 1257, 1803]
- news-text: لاہور وزیر اعلیٰ نے اجلاس کی صدارت کرتے ہوئے کہا کہ عوام کی خدمت ہماری اولین ترجیح ہے اور تمام منصوبے بروقت مکمل کیے جائیں گے انہوں نے افسران کو ہدایت کی کہ وہ میرٹ پر کام کریں اور کسی قسم کی غفلت برداشت نہیں کی جائے گی۔: [1111, 1809, 1259, 1893]
- label-tag: [748, 2057, 785, 2076]
- news-text: کراچی سندھ ہائی کورٹ نے درخواست کی سماعت کرتے ہوئے متعلقہ اداروں سے جواب طلب کر لیا ہے اور کہا ہے کہ آئندہ سماعت پر تمام فریقین اپنی رپورٹ پیش کریں بصورت دیگر قانون کے مطابق کارروائی عمل میں لائی جائے گی۔: [952, 2157, 1104, 2230]
- news-text: کراچی سندھ ہائی کورٹ نے درخواست کی سماعت کرتے ہوئے متعلقہ اداروں سے جواب طلب کر لیا ہے اور کہا ہے کہ آئندہ سماعت پر تمام فریقین اپنی رپورٹ پیش کریں بصورت دیگر قانون کے مطابق کارروائی عمل میں لائی جائے گی۔: [636, 997, 787, 1069]
- byline: mk/ah: [1230, 2140, 1255, 2150]
- news-text: کوئٹہ بلوچستان حکومت نے صوبے میں امن و امان کی صورتحال کو بہتر بنانے کے لیے سکیورٹی اداروں کے ساتھ مل کر جامع حکمت عملی تیار کی ہے جس کے تحت مختلف علاقوں میں اضافی نفری تعینات کی جائے گی۔: [1111, 957, 1259, 1029]
- news-text: اسلام آباد قومی اسمبلی کے اجلاس میں اپوزیشن اور حکومتی ارکان کے درمیان مختلف امور پر بحث ہوئی جس میں معیشت، مہنگائی اور بے روزگاری کے مسائل زیر غور آئے اور ارکان نے اپنی تجاویز پیش کیں۔: [3, 729, 155, 801]
- news-text: کراچی سندھ ہائی کورٹ نے درخواست کی سماعت کرتے ہوئے متعلقہ اداروں سے جواب طلب کر لیا ہے اور کہا ہے کہ آئندہ سماعت پر تمام فریقین اپنی رپورٹ پیش کریں بصورت دیگر قانون کے مطابق کارروائی عمل میں لائی جائے گی۔: [479, 20, 629, 91]
- news-text: کوئٹہ بلوچستان حکومت نے صوبے میں امن و امان کی صورتحال کو بہتر بنانے کے لیے سکیورٹی اداروں کے ساتھ مل کر جامع حکمت عملی تیار کی ہے جس کے تحت مختلف علاقوں میں اضافی نفری تعینات کی جائے گی۔: [3, 282, 155, 354]
- masthead: [0, 0, 1262, 19]
- news-text: پشاور صوبائی حکومت نے صحت اور تعلیم کے شعبوں میں اصلاحات کا اعلان کرتے ہوئے کہا ہے کہ آئندہ مالی سال کے بجٹ میں ترقیاتی منصوبوں کے لیے خطیر رقم مختص کی جائے گی جس سے عوام کو براہ راست فائدہ پہنچے گا اور بنیادی سہولیات کی فراہمی میں بہتری آئے گی۔: [794, 1406, 945, 1490]
- news-text: لاہور وزیر اعلیٰ نے اجلاس کی صدارت کرتے ہوئے کہا کہ عوام کی خدمت ہماری اولین ترجیح ہے اور تمام منصوبے بروقت مکمل کیے جائیں گے انہوں نے افسران کو ہدایت کی کہ وہ میرٹ پر کام کریں اور کسی قسم کی غفلت برداشت نہیں کی جائے گی۔: [794, 584, 945, 668]
- news-text: پشاور صوبائی حکومت نے صحت اور تعلیم کے شعبوں میں اصلاحات کا اعلان کرتے ہوئے کہا ہے کہ آئندہ مالی سال کے بجٹ میں ترقیاتی منصوبوں کے لیے خطیر رقم مختص کی جائے گی جس سے عوام کو براہ راست فائدہ پہنچے گا اور بنیادی سہولیات کی فراہمی میں بہتری آئے گی۔: [952, 1581, 1104, 1665]
- news-text: لاہور وزیر اعلیٰ نے اجلاس کی صدارت کرتے ہوئے کہا کہ عوام کی خدمت ہماری اولین ترجیح ہے اور تمام منصوبے بروقت مکمل کیے جائیں گے انہوں نے افسران کو ہدایت کی کہ وہ میرٹ پر کام کریں اور کسی قسم کی غفلت برداشت نہیں کی جائے گی۔: [794, 93, 945, 178]
- label-tag: [590, 2393, 628, 2412]
- item-number: 2: [1198, 1784, 1218, 1803]
- news-text: اسلام آباد نیب کی جانب سے اعلیٰ سطحی اجلاس میں بتایا گیا کہ ملک بھر میں جاری منصوبوں کی تحقیقات کا عمل تیز کر دیا گیا ہے اور متعلقہ حکام کو ہدایات جاری کر دی گئی ہیں کہ وہ مقررہ مدت کے اندر تمام ریکارڈ فراہم کریں تاکہ شفافیت کو یقینی بنایا جا سکے اور عوامی وسائل کا تحفظ ہو سکے۔: [479, 1898, 629, 1994]
